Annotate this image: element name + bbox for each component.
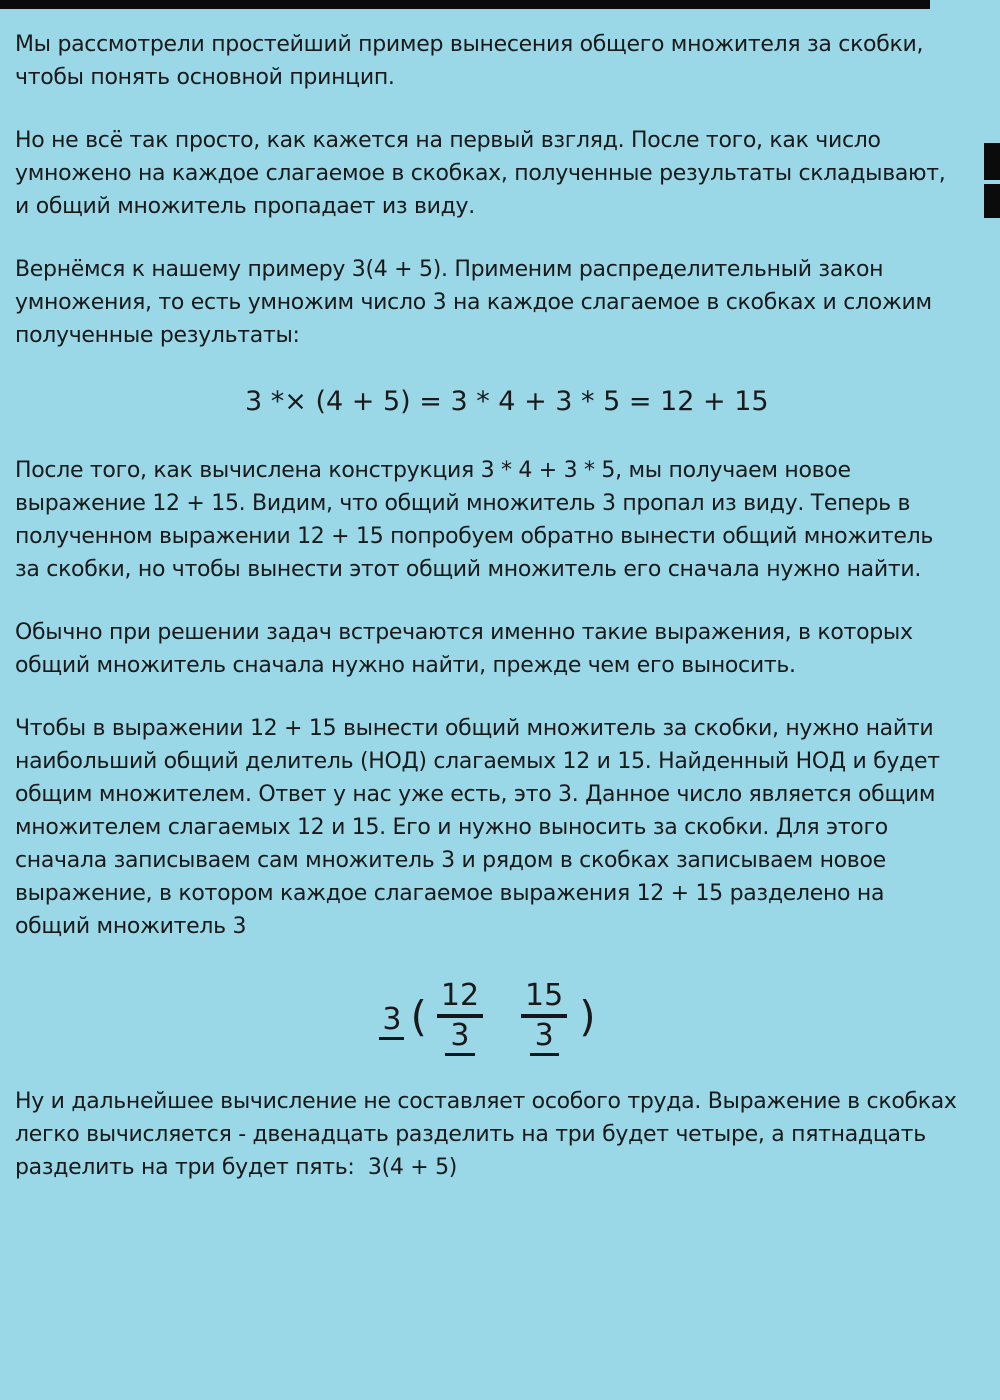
video-crop-artifact-right-upper bbox=[984, 143, 1000, 180]
paragraph-find-gcd: Чтобы в выражении 12 + 15 вынести общий множитель за скобки, нужно найти наибольший общий делитель (НОД) слагаемых 12 и 15. Найденный НОД и будет общим множителем. Ответ у нас уже есть, это 3. Данное число является общим множителем слагаемых 12 и 15. Его и нужно выносить за скобки. Для этого сначала записываем сам множитель 3 и рядом в скобках записываем новое выражение, в котором каждое слагаемое выражения 12 + 15 разделено на общий множитель 3 bbox=[15, 716, 947, 939]
paragraph-usually-tasks: Обычно при решении задач встречаются именно такие выражения, в которых общий множитель сначала нужно найти, прежде чем его выносить. bbox=[15, 620, 920, 678]
fraction-15-over-3 bbox=[521, 980, 567, 1056]
paragraph-return-to-example: Вернёмся к нашему примеру 3(4 + 5). Применим распределительный закон умножения, то есть умножим число 3 на каждое слагаемое в скобках и сложим полученные результаты: bbox=[15, 257, 939, 348]
lesson-text-page bbox=[15, 28, 964, 1214]
close-parenthesis: ) bbox=[579, 992, 596, 1041]
formula-factored-expression bbox=[15, 975, 960, 1061]
common-factor-value: 3 bbox=[379, 1003, 404, 1040]
fraction-denominator: 3 bbox=[530, 1020, 559, 1057]
video-crop-artifact-right-lower bbox=[984, 184, 1000, 218]
formula-distributive-law: 3 *× (4 + 5) = 3 * 4 + 3 * 5 = 12 + 15 bbox=[245, 386, 769, 417]
fraction-12-over-3 bbox=[437, 980, 483, 1056]
fraction-bar bbox=[437, 1014, 483, 1018]
open-parenthesis: ( bbox=[410, 992, 427, 1041]
paragraph-intro: Мы рассмотрели простейший пример вынесения общего множителя за скобки, чтобы понять основной принцип. bbox=[15, 32, 930, 90]
fraction-numerator: 15 bbox=[525, 978, 564, 1013]
paragraph-not-so-simple: Но не всё так просто, как кажется на первый взгляд. После того, как число умножено на каждое слагаемое в скобках, полученные результаты складывают, и общий множитель пропадает из виду. bbox=[15, 128, 953, 219]
fraction-numerator: 12 bbox=[440, 978, 480, 1013]
fraction-denominator: 3 bbox=[445, 1020, 474, 1057]
fraction-bar bbox=[521, 1014, 567, 1018]
paragraph-final-computation: Ну и дальнейшее вычисление не составляет особого труда. Выражение в скобках легко вычисляется - двенадцать разделить на три будет четыре, а пятнадцать разделить на три будет пять: 3(4 + 5) bbox=[15, 1089, 964, 1180]
paragraph-after-computation: После того, как вычислена конструкция 3 * 4 + 3 * 5, мы получаем новое выражение 12 + 15. Видим, что общий множитель 3 пропал из виду. Теперь в полученном выражении 12 + 15 попробуем обратно вынести общий множитель за скобки, но чтобы вынести этот общий множитель его сначала нужно найти. bbox=[15, 458, 940, 582]
video-crop-artifact-top bbox=[0, 0, 930, 9]
